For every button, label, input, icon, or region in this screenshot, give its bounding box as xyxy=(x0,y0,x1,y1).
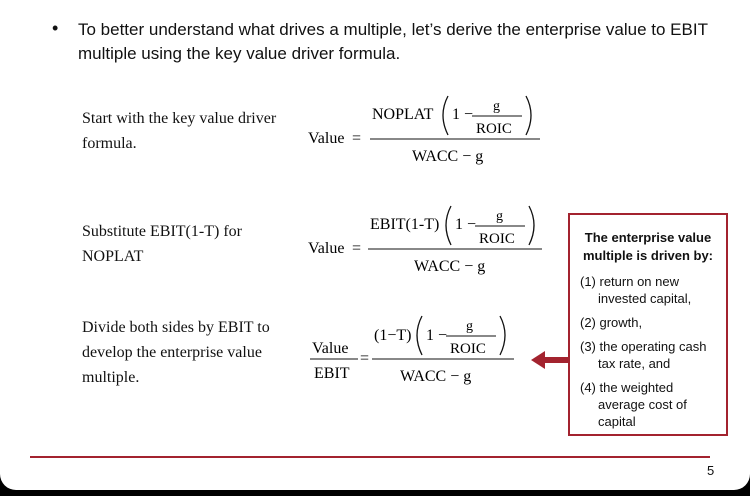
list-item: (2) growth, xyxy=(580,315,643,330)
step-2-description: Substitute EBIT(1-T) for NOPLAT xyxy=(82,223,242,265)
formula-value-svg xyxy=(308,90,548,170)
formula-denominator: WACC − g xyxy=(400,368,472,385)
drivers-callout xyxy=(568,213,728,436)
formula-g: g xyxy=(493,99,500,114)
formula-ebit-substitution-svg xyxy=(308,200,548,280)
formula-one-minus: 1 − xyxy=(455,216,477,233)
formula-value xyxy=(308,90,548,175)
formula-ebit-multiple xyxy=(308,310,528,395)
drivers-list xyxy=(570,273,726,430)
formula-factor: EBIT(1-T) xyxy=(370,216,440,233)
list-item: (1) return on new invested capital, xyxy=(580,274,692,306)
formula-lhs-denominator: EBIT xyxy=(314,365,350,382)
formula-equals: = xyxy=(352,130,362,147)
callout-title: The enterprise value multiple is driven by: xyxy=(582,230,714,263)
formula-roic: ROIC xyxy=(479,231,515,247)
formula-roic: ROIC xyxy=(476,121,512,137)
right-paren xyxy=(500,316,505,355)
list-item: (4) the weighted average cost of capital xyxy=(580,380,687,429)
right-paren xyxy=(529,206,534,245)
footer-divider xyxy=(30,456,710,458)
formula-equals: = xyxy=(352,240,362,257)
formula-denominator: WACC − g xyxy=(414,258,486,275)
step-1-description: Start with the key value driver formula. xyxy=(82,110,277,152)
bullet-marker: • xyxy=(52,18,59,38)
formula-equals: = xyxy=(360,350,370,367)
left-paren xyxy=(446,206,451,245)
left-paren xyxy=(417,316,422,355)
list-item: (3) the operating cash tax rate, and xyxy=(580,339,707,371)
right-paren xyxy=(526,96,531,135)
formula-one-minus: 1 − xyxy=(426,327,448,344)
formula-ebit-multiple-svg xyxy=(308,310,528,390)
formula-lhs-numerator: Value xyxy=(312,340,349,357)
formula-factor: (1−T) xyxy=(374,327,412,344)
formula-factor: NOPLAT xyxy=(372,106,434,123)
formula-denominator: WACC − g xyxy=(412,148,484,165)
left-arrow-icon xyxy=(531,350,569,370)
formula-one-minus: 1 − xyxy=(452,106,474,123)
formula-ebit-substitution xyxy=(308,200,548,285)
formula-g: g xyxy=(466,319,473,334)
formula-roic: ROIC xyxy=(450,341,486,357)
left-paren xyxy=(443,96,448,135)
formula-lhs: Value xyxy=(308,240,345,257)
step-3-description: Divide both sides by EBIT to develop the enterprise value multiple. xyxy=(82,319,270,386)
intro-text: To better understand what drives a multiple, let’s derive the enterprise value to EBIT multiple using the key value driver formula. xyxy=(78,20,708,63)
formula-lhs: Value xyxy=(308,130,345,147)
page-number: 5 xyxy=(707,463,715,478)
formula-g: g xyxy=(496,209,503,224)
